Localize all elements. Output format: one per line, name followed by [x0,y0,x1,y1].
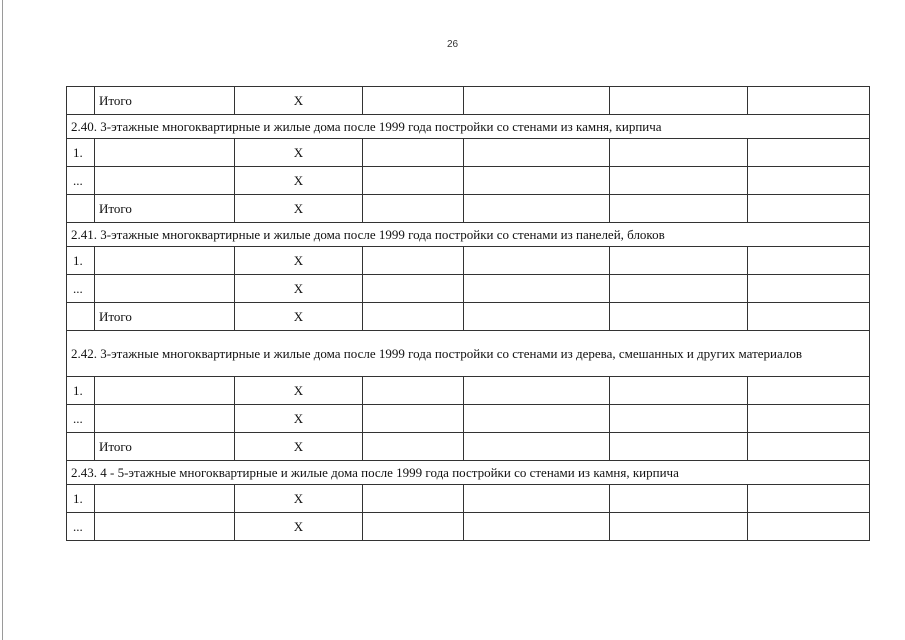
cell-number [67,87,95,115]
cell-number [67,303,95,331]
cell-empty [363,303,464,331]
cell-name [95,139,235,167]
table-row [67,247,870,275]
cell-empty [363,377,464,405]
cell-empty [363,513,464,541]
cell-mark: Х [235,275,363,303]
cell-name [95,485,235,513]
cell-empty [748,433,870,461]
cell-mark: Х [235,377,363,405]
cell-empty [610,87,748,115]
cell-number: ... [67,513,95,541]
cell-empty [610,433,748,461]
cell-empty [610,275,748,303]
cell-empty [464,303,610,331]
cell-mark: Х [235,405,363,433]
cell-empty [610,167,748,195]
cell-mark: Х [235,513,363,541]
cell-empty [464,139,610,167]
cell-empty [748,485,870,513]
cell-empty [363,433,464,461]
cell-empty [748,247,870,275]
table-row-total [67,87,870,115]
page-edge-line [2,0,3,640]
table-row-total [67,303,870,331]
cell-name [95,377,235,405]
cell-name [95,513,235,541]
cell-empty [610,247,748,275]
cell-empty [363,167,464,195]
cell-empty [464,167,610,195]
cell-number: ... [67,167,95,195]
cell-empty [464,275,610,303]
table-row [67,167,870,195]
cell-empty [748,167,870,195]
cell-mark: Х [235,195,363,223]
cell-name: Итого [95,87,235,115]
cell-empty [363,87,464,115]
section-title: 2.42. 3-этажные многоквартирные и жилые дома после 1999 года постройки со стенами из дерева, смешанных и других материалов [67,331,870,377]
cell-mark: Х [235,167,363,195]
section-header-row [67,331,870,377]
table-row [67,513,870,541]
cell-number: ... [67,275,95,303]
cell-empty [464,87,610,115]
table-row [67,377,870,405]
table-row [67,275,870,303]
cell-empty [464,377,610,405]
section-header-row [67,223,870,247]
cell-mark: Х [235,87,363,115]
cell-empty [363,485,464,513]
page-number: 26 [446,39,459,50]
table-row [67,139,870,167]
cell-empty [610,405,748,433]
cell-number: 1. [67,485,95,513]
cell-mark: Х [235,247,363,275]
section-title: 2.43. 4 - 5-этажные многоквартирные и жилые дома после 1999 года постройки со стенами из камня, кирпича [67,461,870,485]
cell-empty [748,139,870,167]
cell-number [67,195,95,223]
cell-empty [363,195,464,223]
table-row [67,405,870,433]
section-header-row [67,115,870,139]
cell-empty [748,195,870,223]
cell-empty [610,485,748,513]
cell-empty [610,139,748,167]
cell-number [67,433,95,461]
cell-empty [464,195,610,223]
cell-name: Итого [95,433,235,461]
cell-mark: Х [235,303,363,331]
cell-empty [748,275,870,303]
cell-empty [610,303,748,331]
cell-empty [610,195,748,223]
cell-empty [464,485,610,513]
cell-number: 1. [67,377,95,405]
cell-empty [748,513,870,541]
section-title: 2.41. 3-этажные многоквартирные и жилые дома после 1999 года постройки со стенами из панелей, блоков [67,223,870,247]
cell-empty [610,377,748,405]
cell-name: Итого [95,303,235,331]
cell-empty [748,303,870,331]
cell-empty [363,405,464,433]
cell-empty [464,513,610,541]
cell-name [95,405,235,433]
cell-number: 1. [67,139,95,167]
cell-empty [363,275,464,303]
cell-number: ... [67,405,95,433]
cell-name [95,247,235,275]
cell-name [95,167,235,195]
cell-number: 1. [67,247,95,275]
cell-empty [748,405,870,433]
data-table [66,86,870,541]
cell-empty [363,139,464,167]
cell-empty [748,377,870,405]
table-row [67,485,870,513]
cell-name [95,275,235,303]
cell-empty [610,513,748,541]
cell-empty [464,405,610,433]
cell-empty [363,247,464,275]
section-title: 2.40. 3-этажные многоквартирные и жилые дома после 1999 года постройки со стенами из камня, кирпича [67,115,870,139]
table-row-total [67,433,870,461]
cell-mark: Х [235,139,363,167]
cell-empty [748,87,870,115]
section-header-row [67,461,870,485]
cell-mark: Х [235,485,363,513]
table-row-total [67,195,870,223]
cell-empty [464,247,610,275]
cell-mark: Х [235,433,363,461]
cell-name: Итого [95,195,235,223]
cell-empty [464,433,610,461]
